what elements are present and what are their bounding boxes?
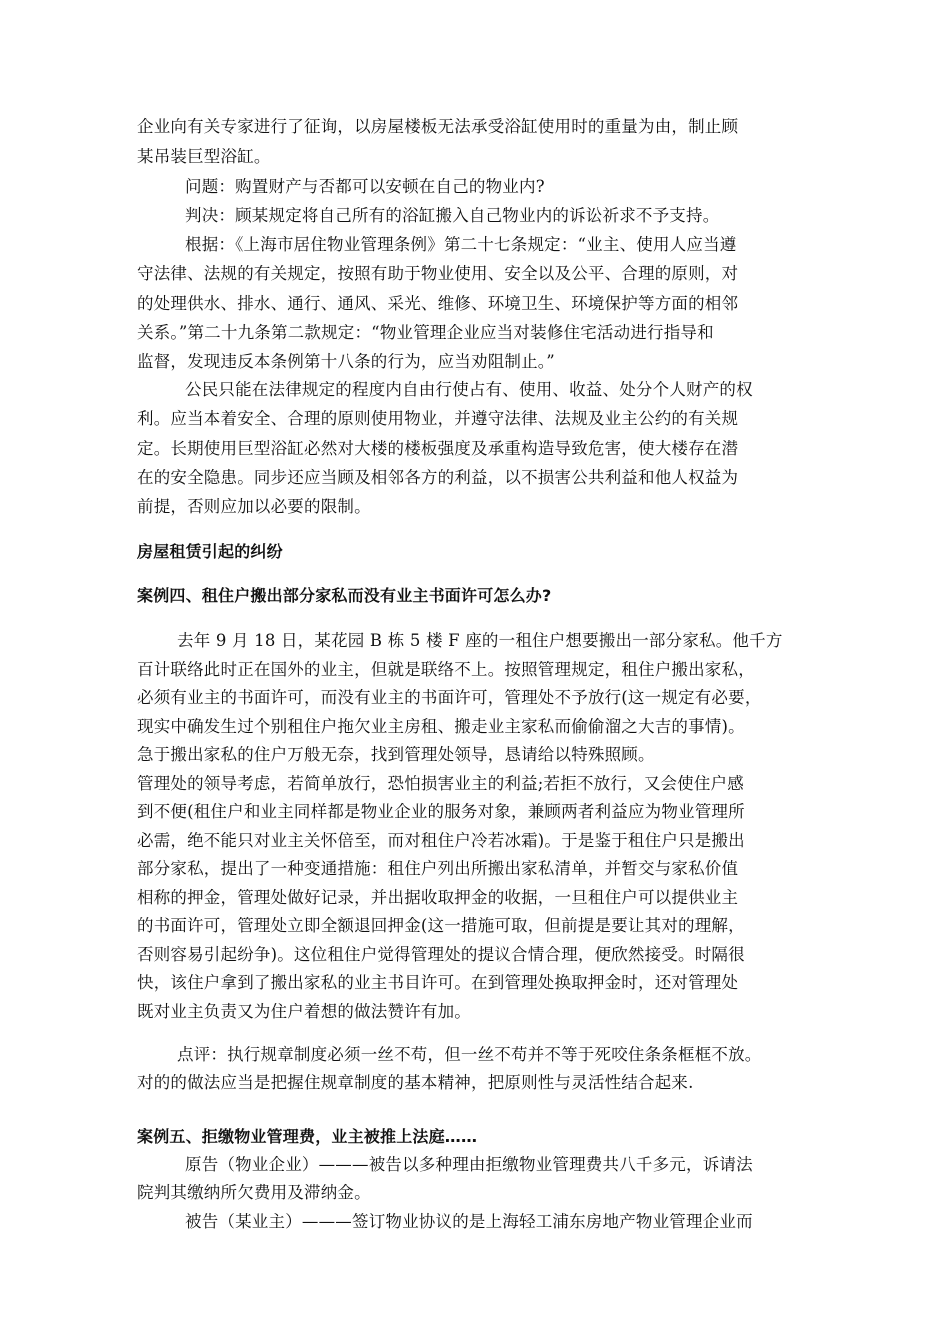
text-line: 到不便(租住户和业主同样都是物业企业的服务对象，兼顾两者利益应为物业管理所: [137, 802, 745, 821]
text-line: 利。应当本着安全、合理的原则使用物业，并遵守法律、法规及业主公约的有关规: [137, 409, 739, 428]
comment-line: 点评：执行规章制度必须一丝不苟，但一丝不苟并不等于死咬住条条框框不放。: [177, 1045, 762, 1064]
text-line: 必须有业主的书面许可，而没有业主的书面许可，管理处不予放行(这一规定有必要，: [137, 688, 762, 707]
text-line: 对的的做法应当是把握住规章制度的基本精神，把原则性与灵活性结合起来.: [137, 1073, 694, 1092]
text-line: 相称的押金，管理处做好记录，并出据收取押金的收据，一旦租住户可以提供业主: [137, 888, 739, 907]
text-line: 守法律、法规的有关规定，按照有助于物业使用、安全以及公平、合理的原则，对: [137, 264, 739, 283]
question-line: 问题：购置财产与否都可以安顿在自己的物业内?: [185, 177, 545, 196]
text-line: 现实中确发生过个别租住户拖欠业主房租、搬走业主家私而偷偷溜之大吉的事情)。: [137, 717, 745, 736]
basis-line: 根据：《上海市居住物业管理条例》第二十七条规定：“业主、使用人应当遵: [185, 235, 737, 254]
text-line: 的处理供水、排水、通行、通风、采光、维修、环境卫生、环境保护等方面的相邻: [137, 294, 739, 313]
text-line: 否则容易引起纷争)。这位租住户觉得管理处的提议合情合理，便欣然接受。时隔很: [137, 945, 745, 964]
text-line: 前提，否则应加以必要的限制。: [137, 497, 371, 516]
text-line: 关系。”第二十九条第二款规定：“物业管理企业应当对装修住宅活动进行指导和: [137, 323, 714, 342]
text-line: 百计联络此时正在国外的业主，但就是联络不上。按照管理规定，租住户搬出家私，: [137, 660, 755, 679]
text-line: 监督，发现违反本条例第十八条的行为，应当劝阻制止。”: [137, 352, 555, 371]
text-line: 快，该住户拿到了搬出家私的业主书目许可。在到管理处换取押金时，还对管理处: [137, 973, 739, 992]
text-line: 部分家私，提出了一种变通措施：租住户列出所搬出家私清单，并暂交与家私价值: [137, 859, 739, 878]
text-line: 企业向有关专家进行了征询，以房屋楼板无法承受浴缸使用时的重量为由，制止顾: [137, 117, 739, 136]
text-line: 公民只能在法律规定的程度内自由行使占有、使用、收益、处分个人财产的权: [185, 380, 753, 399]
judgment-line: 判决：顾某规定将自己所有的浴缸搬入自己物业内的诉讼祈求不予支持。: [185, 206, 720, 225]
text-line: 急于搬出家私的住户万般无奈，找到管理处领导，恳请给以特殊照顾。: [137, 745, 655, 764]
text-line: 既对业主负责又为住户着想的做法赞许有加。: [137, 1002, 471, 1021]
text-line: 管理处的领导考虑，若简单放行，恐怕损害业主的利益;若拒不放行，又会使住户感: [137, 774, 744, 793]
text-line: 在的安全隐患。同步还应当顾及相邻各方的利益，以不损害公共利益和他人权益为: [137, 468, 739, 487]
case-heading: 案例四、租住户搬出部分家私而没有业主书面许可怎么办?: [137, 586, 552, 605]
text-line: 的书面许可，管理处立即全额退回押金(这一措施可取，但前提是要让其对的理解，: [137, 916, 745, 935]
case-heading: 案例五、拒缴物业管理费，业主被推上法庭……: [137, 1127, 478, 1146]
plaintiff-line: 原告（物业企业）———被告以多种理由拒缴物业管理费共八千多元，诉请法: [185, 1155, 753, 1174]
text-line: 必需，绝不能只对业主关怀倍至，而对租住户冷若冰霜)。于是鉴于租住户只是搬出: [137, 831, 745, 850]
text-line: 某吊装巨型浴缸。: [137, 147, 271, 166]
section-heading: 房屋租赁引起的纠纷: [137, 542, 283, 561]
text-line: 院判其缴纳所欠费用及滞纳金。: [137, 1183, 371, 1202]
defendant-line: 被告（某业主）———签订物业协议的是上海轻工浦东房地产物业管理企业而: [185, 1212, 753, 1231]
text-line: 定。长期使用巨型浴缸必然对大楼的楼板强度及承重构造导致危害，使大楼存在潜: [137, 439, 739, 458]
text-line: 去年 9 月 18 日，某花园 B 栋 5 楼 F 座的一租住户想要搬出一部分家私。他千方: [177, 631, 783, 650]
